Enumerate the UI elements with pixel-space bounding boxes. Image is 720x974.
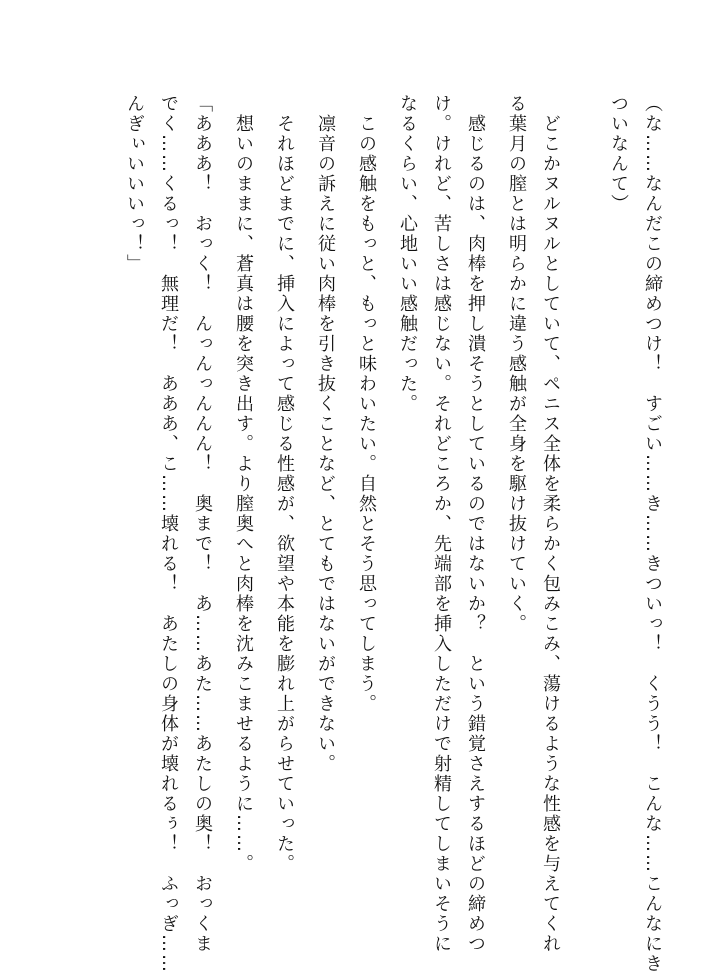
text-line-6: け。けれど、苦しさは感じない。それどころか、先端部を挿入しただけで射精してしまいそうに xyxy=(431,94,452,954)
text-line-8: この感触をもっと、もっと味わいたい。自然とそう思ってしまう。 xyxy=(356,94,377,714)
text-line-3: どこかヌルヌルとしていて、ペニス全体を柔らかく包みこみ、蕩けるような性感を与えてくれ xyxy=(540,94,561,954)
text-line-13: でく……くるっ！ 無理だ！ あああ、こ……壊れる！ あたしの身体が壊れるぅ！ ふっぎ…… xyxy=(158,94,179,974)
text-line-5: 感じるのは、肉棒を押し潰そうとしているのではないか？ という錯覚さえするほどの締めつ xyxy=(465,94,486,954)
text-line-7: なるくらい、心地いい感触だった。 xyxy=(397,94,418,414)
text-line-4: る葉月の膣とは明らかに違う感触が全身を駆け抜けていく。 xyxy=(506,94,527,634)
text-line-12: 「あああ！ おっく！ んっんっんんん！ 奥まで！ あ……あた……あたしの奥！ おっくま xyxy=(192,94,213,954)
text-line-14: んぎぃいいいっ！」 xyxy=(124,94,145,274)
text-line-9: 凛音の訴えに従い肉棒を引き抜くことなど、とてもではないができない。 xyxy=(315,94,336,774)
text-line-11: 想いのままに、蒼真は腰を突き出す。より膣奥へと肉棒を沈みこませるように……。 xyxy=(233,94,254,874)
text-line-2: ついなんて） xyxy=(608,94,629,214)
text-line-10: それほどまでに、挿入によって感じる性感が、欲望や本能を膨れ上がらせていった。 xyxy=(274,94,295,874)
text-line-1: （な……なんだこの締めつけ！ すごい……き……きついっ！ くうう！ こんな……こんなにき xyxy=(642,94,663,974)
